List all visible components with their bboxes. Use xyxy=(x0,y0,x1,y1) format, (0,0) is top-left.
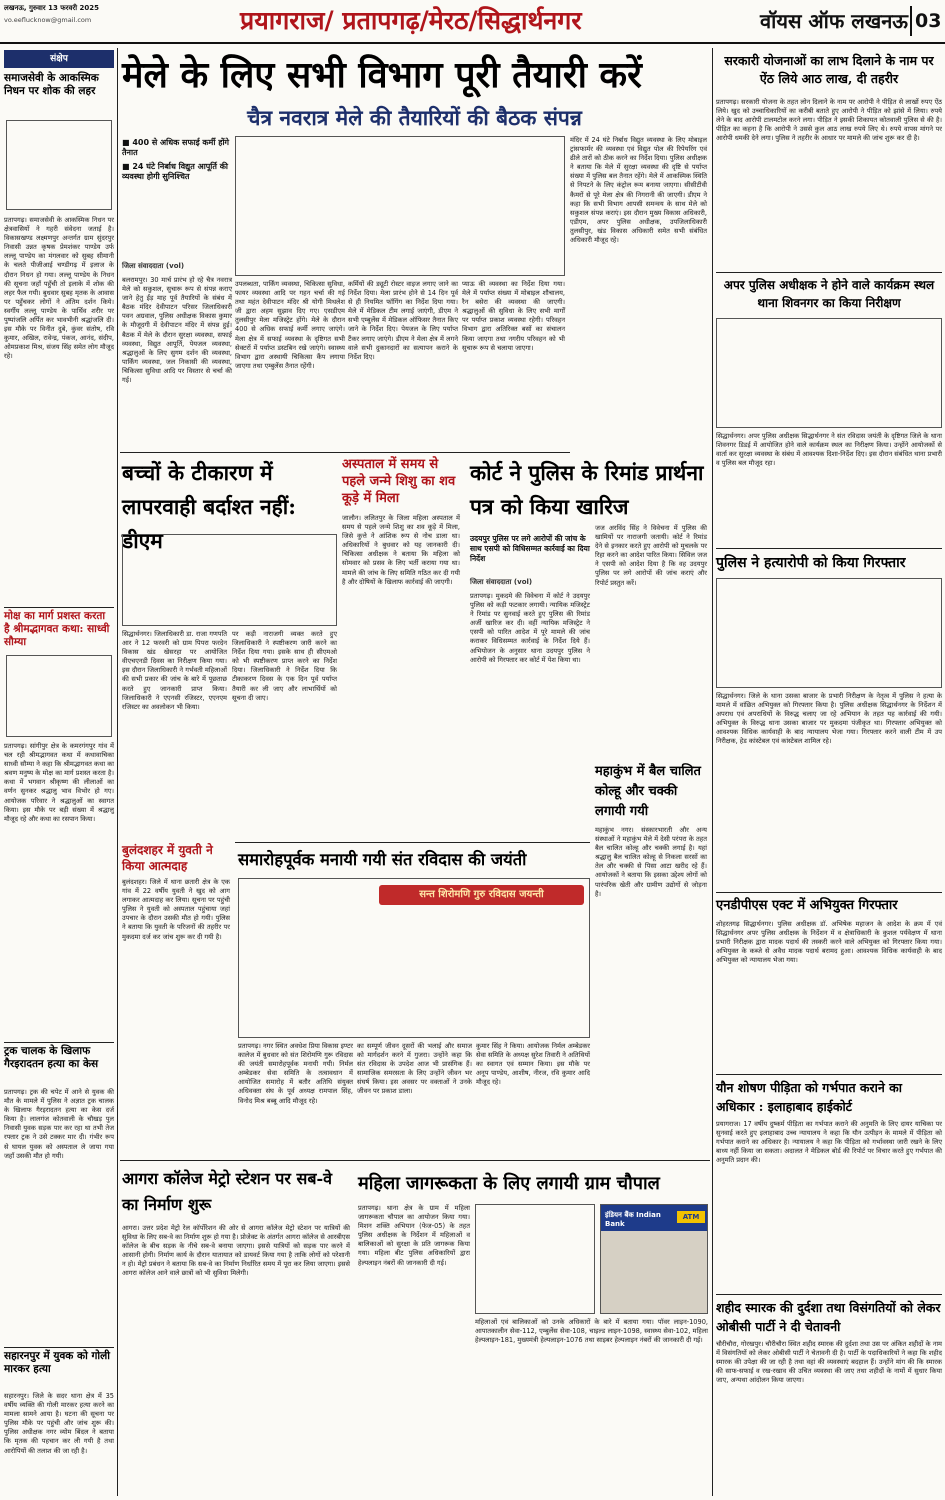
ravidas-photo xyxy=(238,878,590,1038)
bulandshahr-headline: बुलंदशहर में युवती ने किया आत्मदाह xyxy=(122,843,213,873)
email: vo.eeflucknow@gmail.com xyxy=(4,16,92,24)
divider xyxy=(716,272,942,273)
ravidas-col2: का सम्पूर्ण जीवन दूसरों की भलाई और समाज को मार्गदर्शन करने में गुजरा। उन्होंने कहा कि संत रविदास के उपदेश आज भी प्रासंगिक हैं। सामाजिक समरसता के लिए उन्होंने जीवन भर संघर्ष किया। इस अवसर पर वक्ताओं ने उनके जीवन पर प्रकाश डाला। xyxy=(357,1042,472,1096)
meeting-photo xyxy=(235,136,565,276)
page-number: 03 xyxy=(910,6,944,36)
masthead xyxy=(0,0,945,44)
bank-photo xyxy=(600,1204,708,1314)
right3-headline: पुलिस ने हत्यारोपी को किया गिरफ्तार xyxy=(716,555,906,571)
divider xyxy=(120,452,570,453)
court-headline: कोर्ट ने पुलिस के रिमांड प्रार्थना पत्र को किया खारिज xyxy=(470,460,704,519)
sidebar-story2-title: मोक्ष का मार्ग प्रशस्त करता है श्रीमद्भागवत कथा: साध्वी सौम्या xyxy=(4,610,110,648)
divider xyxy=(716,1294,942,1295)
lead-col1: बलरामपुर। 30 मार्च प्रारंभ हो रहे चैत्र नवरात्र मेले को सकुशल, सुचारू रूप से संपन्न कराए जाने हेतु ईंड़ माह पूर्व तैयारियों के संबंध में बैठक मंदिर देवीपाटन परिसर जिलाधिकारी पवन अग्रवाल, पुलिस अधीक्षक विकास कुमार के मौजूदगी में देवीपाटन मंदिर में संपन्न हुई। बैठक में मेले के दौरान सुरक्षा व्यवस्था, सफाई व्यवस्था, विद्युत आपूर्ति, पेयजल व्यवस्था, श्रद्धालुओं के लिए सुगम दर्शन की व्यवस्था, पार्किंग व्यवस्था, जल निकासी की व्यवस्था, चिकित्सा सुविधा आदि पर विस्तार से चर्चा की गई। xyxy=(122,276,232,385)
bullet-1: ■ 400 से अधिक सफाई कर्मी होंगे तैनात xyxy=(122,138,230,157)
divider xyxy=(716,548,942,549)
tika-col2: पर कड़ी नाराजगी व्यक्त करते हुए जिलाधिकारी ने स्पष्टीकरण जारी करने का निर्देश दिया गया। इसके साथ ही सीएमओ को भी स्पष्टीकरण प्राप्त करने का निर्देश दिया। जिलाधिकारी ने निर्देश दिया कि टीकाकरण दिवस के एक दिन पूर्व पर्याप्त तैयारी कर ली जाए और लाभार्थियों को सूचना दी जाए। xyxy=(232,630,337,702)
arrest-photo xyxy=(716,578,942,688)
right1-headline: सरकारी योजनाओं का लाभ दिलाने के नाम पर ऐंठ लिये आठ लाख, दी तहरीर xyxy=(724,53,934,86)
right2-headline: अपर पुलिस अधीक्षक ने होने वाले कार्यक्रम स्थल थाना शिवनगर का किया निरीक्षण xyxy=(723,278,935,310)
chaupal-col2: महिलाओं एवं बालिकाओं को उनके अधिकारों के बारे में बताया गया। पॉवर लाइन-1090, आपातकालीन सेवा-112, एम्बुलेंस सेवा-108, चाइल्ड लाइन-1098, स्वास्थ्य सेवा-102, महिला हेल्पलाइन-181, मुख्यमंत्री हेल्पलाइन-1076 तथा साइबर हेल्पलाइन नंबरों की जानकारी दी गई। xyxy=(475,1318,708,1345)
ravidas-col3: कुमार सिंह ने किया। आयोजक निर्मल अम्बेडकर सेवा समिति के अध्यक्ष सुरेश तिवारी ने अतिथियों का स्वागत एवं सम्मान किया। इस मौके पर अनूप पाण्डेय, आशीष, नीरज, रवि कुमार आदि मौजूद रहे। xyxy=(476,1042,590,1087)
lead-col4: प्याऊ की व्यवस्था का निर्देश दिया गया। मेले में पर्याप्त संख्या में मोबाइल शौचालय, रैन बसेरा की व्यवस्था की जाएगी। श्रद्धालुओं की सुविधा के लिए सभी मार्गों पर पर्याप्त प्रकाश व्यवस्था रहेगी। परिवहन विभाग द्वारा अतिरिक्त बसों का संचालन किया जाएगा तथा नगरीय परिवहन को भी सुचारू रूप से चलाया जाएगा। xyxy=(462,280,565,352)
bullet-1-text: 400 से अधिक सफाई कर्मी होंगे तैनात xyxy=(122,138,230,157)
sidebar xyxy=(4,50,114,1495)
court-col1: प्रतापगढ़। मुकदमे की विवेचना में कोर्ट ने उदयपुर पुलिस को कड़ी फटकार लगायी। न्यायिक मजिस्ट्रेट ने रिमांड पर सुनवाई करते हुए पुलिस की रिमांड अर्जी खारिज कर दी। वहीं न्यायिक मजिस्ट्रेट ने एसपी को पारित आदेश में पूरे मामले की जांच कराकर विधिसम्मत कार्रवाई के निर्देश दिये हैं। अभियोजन के अनुसार थाना उदयपुर पुलिस ने आरोपी को गिरफ्तार कर कोर्ट में पेश किया था। xyxy=(470,592,590,664)
bulandshahr-body: बुलंदशहर। जिले में थाना छतारी क्षेत्र के एक गांव में 22 वर्षीय युवती ने खुद को आग लगाकर आत्मदाह कर लिया। सूचना पर पहुंची पुलिस ने युवती को अस्पताल पहुंचाया जहां उपचार के दौरान उसकी मौत हो गयी। पुलिस ने बताया कि युवती के परिजनों की तहरीर पर मुकदमा दर्ज कर जांच शुरू कर दी गयी है। xyxy=(122,878,230,941)
column-rule xyxy=(117,48,118,1496)
right1-body: प्रतापगढ़। सरकारी योजना के तहत लोन दिलाने के नाम पर आरोपी ने पीड़ित से लाखों रुपए ऐंठ लिये। खुद को उच्चाधिकारियों का करीबी बताते हुए आरोपी ने पीड़ित को झांसे में लिया। रुपये लेने के बाद आरोपी टालमटोल करने लगा। पीड़ित ने इसकी शिकायत कोतवाली पुलिस से की है। पीड़ित का कहना है कि आरोपी ने उससे कुल आठ लाख रुपये लिए थे। रुपये वापस मांगने पर आरोपी धमकी देने लगा। पुलिस ने तहरीर के आधार पर मामले की जांच शुरू कर दी है। xyxy=(716,98,942,143)
chaupal-col1: प्रतापगढ़। थाना क्षेत्र के ग्राम में महिला जागरूकता चौपाल का आयोजन किया गया। मिशन शक्ति अभियान (फेज-05) के तहत पुलिस अधीक्षक के निर्देशन में महिलाओं व बालिकाओं को सुरक्षा के प्रति जागरूक किया गया। महिला बीट पुलिस अधिकारियों द्वारा हेल्पलाइन नंबरों की जानकारी दी गई। xyxy=(358,1204,470,1267)
shishu-headline: अस्पताल में समय से पहले जन्मे शिशु का शव कूड़े में मिला xyxy=(342,457,456,506)
right6-body: चौरीचौरा, गोरखपुर। चौरीचौरा स्थित शहीद स्मारक की दुर्दशा तथा उस पर अंकित शहीदों के नाम में विसंगतियों को लेकर ओबीसी पार्टी ने चेतावनी दी है। पार्टी के पदाधिकारियों ने कहा कि शहीद स्मारक की उपेक्षा की जा रही है तथा वहां की व्यवस्थाएं बदहाल हैं। उन्होंने मांग की कि स्मारक की साफ-सफाई व रख-रखाव की उचित व्यवस्था की जाए तथा शहीदों के नामों में सुधार किया जाए, अन्यथा आंदोलन किया जाएगा। xyxy=(716,1340,942,1385)
lead-headline: मेले के लिए सभी विभाग पूरी तैयारी करें xyxy=(122,54,642,96)
sidebar-label: संक्षेप xyxy=(4,50,114,68)
sidebar-story3-body: प्रतापगढ़। ट्रक की चपेट में आने से युवक की मौत के मामले में पुलिस ने अज्ञात ट्रक चालक के खिलाफ गैरइरादतन हत्या का केस दर्ज किया है। लालगंज कोतवाली के चौखड़ पुल निवासी युवक सड़क पार कर रहा था तभी तेज रफ्तार ट्रक ने उसे टक्कर मार दी। गंभीर रूप से घायल युवक को अस्पताल ले जाया गया जहाँ उसकी मौत हो गयी। xyxy=(4,1088,114,1160)
vaccination-photo xyxy=(122,534,337,626)
sadhvi-photo xyxy=(6,655,112,737)
metro-headline: आगरा कॉलेज मेट्रो स्टेशन पर सब-वे का निर्माण शुरू xyxy=(122,1169,332,1214)
lead-col5: मंदिर में 24 घंटे निर्बाध विद्युत व्यवस्था के लिए मोबाइल ट्रांसफार्मर की व्यवस्था एवं विद्युत पोल की रिपेयरिंग एवं ढीले तारों को ठीक करने का निर्देश दिया। पुलिस अधीक्षक ने बताया कि मेले में सुरक्षा व्यवस्था की दृष्टि से पर्याप्त संख्या में पुलिस बल तैनात रहेंगे। मेले में आकस्मिक स्थिति से निपटने के लिए कंट्रोल रूम बनाया जाएगा। सीसीटीवी कैमरों से पूरे मेला क्षेत्र की निगरानी की जाएगी। डीएम ने कहा कि सभी विभाग आपसी समन्वय के साथ मेले को सकुशल संपन्न कराएं। इस दौरान मुख्य विकास अधिकारी, एडीएम, अपर पुलिस अधीक्षक, उपजिलाधिकारी तुलसीपुर, खंड विकास अधिकारी समेत सभी संबंधित अधिकारी मौजूद रहे। xyxy=(570,136,707,245)
lead-col2: उपलब्धता, पार्किंग व्यवस्था, चिकित्सा सुविधा, फायर व्यवस्था आदि पर गहन चर्चा की गई तथा महंत देवीपाटन मंदिर श्री योगी मिथलेश जी द्वारा अहम सुझाव दिए गए। एसडीएम तुलसीपुर मेला मजिस्ट्रेट होंगे। मेले के दौरान 400 से अधिक सफाई कर्मी लगाए जाएंगे। मेला क्षेत्र में सफाई व्यवस्था के दृष्टिगत सभी सेक्टरों में पर्याप्त डस्टबिन रखे जाएंगे। स्वास्थ्य विभाग द्वारा अस्थायी चिकित्सा कैंप लगाया जाएगा तथा एम्बुलेंस तैनात रहेंगी। xyxy=(235,280,345,370)
kumbh-body: महाकुंभ नगर। संस्कारभारती और अन्य संस्थाओं ने महाकुंभ मेले में देसी परंपरा के तहत बैल चालित कोल्हू और चक्की लगाई है। यहां श्रद्धालु बैल चालित कोल्हू से निकला सरसों का तेल और चक्की से पिसा आटा खरीद रहे हैं। आयोजकों ने बताया कि इसका उद्देश्य लोगों को पारंपरिक खेती और ग्रामीण उद्योगों से जोड़ना है। xyxy=(595,826,707,898)
ravidas-banner: सन्त शिरोमणि गुरु रविदास जयन्ती xyxy=(379,885,584,905)
cities-title: प्रयागराज/ प्रतापगढ़/मेरठ/सिद्धार्थनगर xyxy=(240,6,582,35)
divider xyxy=(716,892,942,893)
divider xyxy=(4,607,114,608)
court-subhead: उदयपुर पुलिस पर लगे आरोपों की जांच के साथ एसपी को विधिसम्मत कार्रवाई का दिया निर्देश xyxy=(470,534,590,563)
court-byline: जिला संवाददाता (vol) xyxy=(470,578,533,586)
chaupal-photo xyxy=(475,1204,595,1314)
right5-body: प्रयागराज। 17 वर्षीय दुष्कर्म पीड़िता का गर्भपात कराने की अनुमति के लिए दायर याचिका पर सुनवाई करते हुए इलाहाबाद उच्च न्यायालय ने कहा कि यौन उत्पीड़न के मामले में पीड़िता को गर्भपात कराने का अधिकार है। न्यायालय ने कहा कि पीड़िता को गर्भावस्था जारी रखने के लिए बाध्य नहीं किया जा सकता। अदालत ने मेडिकल बोर्ड की रिपोर्ट पर विचार करते हुए गर्भपात की अनुमति प्रदान की। xyxy=(716,1120,942,1165)
metro-body: आगरा। उत्तर प्रदेश मेट्रो रेल कॉर्पोरेशन की ओर से आगरा कॉलेज मेट्रो स्टेशन पर यात्रियों की सुविधा के लिए सब-वे का निर्माण शुरू हो गया है। प्रोजेक्ट के अंतर्गत आगरा कॉलेज से आरबीएस कॉलेज के बीच सड़क के नीचे सब-वे बनाया जाएगा। इससे यात्रियों को सड़क पार करने में आसानी होगी। निर्माण कार्य के दौरान यातायात को डायवर्ट किया गया है ताकि लोगों को परेशानी न हो। मेट्रो प्रबंधन ने बताया कि सब-वे का निर्माण निर्धारित समय में पूरा कर लिया जाएगा। इससे आगरा कॉलेज आने वाले छात्रों को भी सुविधा मिलेगी। xyxy=(122,1224,350,1278)
sidebar-story4-body: सहारनपुर। जिले के सदर थाना क्षेत्र में 35 वर्षीय व्यक्ति की गोली मारकर हत्या करने का मामला सामने आया है। घटना की सूचना पर पुलिस मौके पर पहुंची और जांच शुरू की। पुलिस अधीक्षक नगर व्योम बिंदल ने बताया कि मृतक की पहचान कर ली गयी है तथा आरोपियों की तलाश की जा रही है। xyxy=(4,1392,114,1455)
sidebar-story1-body: प्रतापगढ़। समाजसेवी के आकस्मिक निधन पर क्षेत्रवासियों ने गहरी संवेदना जताई है। विकासखण्ड लक्ष्मणपुर अन्तर्गत ग्राम सुंदरपुर निवासी उन्नत कृषक प्रेमशंकर पाण्डेय उर्फ लल्लू पाण्डेय का मंगलवार को सुबह सीमानी के चलते पीजीआई चण्डीगढ़ में इलाज के दौरान निधन हो गया। लल्लू पाण्डेय के निधन की सूचना जहाँ पहुँची तो इलाके में शोक की लहर फैल गयी। बुधवार सुबह मृतक के आवास पर पहुँचकर लोगों ने अंतिम दर्शन किये। स्वर्गीय लल्लू पाण्डेय के पार्थिव शरीर पर पुष्पांजलि अर्पित कर भावभीनी श्रद्धांजलि दी। इस मौके पर विनीत दुबे, कुंवर संतोष, रवि कुमार, अखिल, रावेन्द्र, पंकज, आनंद, संदीप, ओमप्रकाश मिश्र, संजय सिंह समेत लोग मौजूद रहे। xyxy=(4,216,114,361)
right3-body: सिद्धार्थनगर। जिले के थाना उसका बाजार के प्रभारी निरीक्षण के नेतृत्व में पुलिस ने हत्या के मामले में वांछित अभियुक्त को गिरफ्तार किया है। पुलिस अधीक्षक सिद्धार्थनगर के निर्देशन में अपराध एवं अपराधियों के विरुद्ध चलाए जा रहे अभियान के तहत यह कार्रवाई की गयी। अभियुक्त के विरुद्ध थाना उसका बाजार पर मुकदमा पंजीकृत था। गिरफ्तार अभियुक्त को आवश्यक विधिक कार्यवाही के बाद न्यायालय भेजा गया। गिरफ्तार करने वाली टीम में उप निरीक्षक, हेड कांस्टेबल एवं कांस्टेबल शामिल रहे। xyxy=(716,692,942,746)
tika-headline: बच्चों के टीकारण में लापरवाही बर्दाश्त नहीं: डीएम xyxy=(122,460,296,553)
right4-body: शोहरतगढ़ सिद्धार्थनगर। पुलिस अधीक्षक डॉ. अभिषेक महाजन के आदेश के क्रम में एवं सिद्धार्थनगर अपर पुलिस अधीक्षक के निर्देशन में व क्षेत्राधिकारी के कुशल पर्यवेक्षण में थाना प्रभारी निरीक्षक द्वारा मादक पदार्थ की तस्करी करने वाले अभियुक्त को गिरफ्तार किया गया। अभियुक्त के कब्जे से अवैध मादक पदार्थ बरामद हुआ। आवश्यक विधिक कार्यवाही के बाद अभियुक्त को न्यायालय भेजा गया। xyxy=(716,920,942,965)
bank-sign: इंडियन बैंक Indian Bank xyxy=(605,1211,661,1228)
column-rule xyxy=(712,48,713,1496)
divider xyxy=(4,1042,114,1043)
right5-headline: यौन शोषण पीड़िता को गर्भपात कराने का अधिकार : इलाहाबाद हाईकोर्ट xyxy=(716,1080,903,1114)
shishu-body: जालौन। ललितपुर के जिला महिला अस्पताल में समय से पहले जन्मे शिशु का शव कूड़े में मिला, जिसे कुत्ते ने आंशिक रूप से नोच डाला था। अधिकारियों ने बुधवार को यह जानकारी दी। चिकित्सा अधीक्षक ने बताया कि महिला को सोमवार को प्रसव के लिए भर्ती कराया गया था। मामले की जांच के लिए समिति गठित कर दी गयी है और दोषियों के खिलाफ कार्रवाई की जाएगी। xyxy=(342,514,460,586)
tika-col1: सिद्धार्थनगर। जिलाधिकारी डा. राजा गणपति आर ने 12 फरवरी को ग्राम पिपरा फरदेन विकास खंड खेसरहा पर आयोजित वीएचएनडी दिवस का निरीक्षण किया गया। इस दौरान जिलाधिकारी ने गर्भवती महिलाओं की सभी प्रकार की जांच के बारे में पूछताछ करते हुए जानकारी प्राप्त किया। जिलाधिकारी ने एएनसी रजिस्टर, एएनएम रजिस्टर का अवलोकन भी किया। xyxy=(122,630,227,711)
court-col2: जज अरविंद सिंह ने विवेचना में पुलिस की खामियों पर नाराजगी जतायी। कोर्ट ने रिमांड देने से इनकार करते हुए आरोपी को मुचलके पर रिहा करने का आदेश पारित किया। सिविल जज ने एसपी को आदेश दिया है कि वह उदयपुर पुलिस पर लगे आरोपों की जांच कराएं और रिपोर्ट प्रस्तुत करें। xyxy=(595,524,707,587)
lead-col3: कर्मियों की ड्यूटी रोस्टर वाइज लगाए जाने का निर्देश दिया। मेला प्रारंभ होने से 14 दिन पूर्व से ही नियमित फॉगिंग का निर्देश दिया गया। मेले में मेडिकल टीम लगाई जाएंगी, डीएम ने सभी एम्बुलेंस में मेडिकल ऑफिसर तैनात किए जाने के निर्देश दिए। पेयजल के लिए पर्याप्त टैंकर लगाए जाएंगे। डीएम ने मेला क्षेत्र में लगने वाले सभी दुकानदारों का सत्यापन कराने के निर्देश दिए। xyxy=(348,280,458,361)
ravidas-col1: प्रतापगढ़। नगर स्थित अवधेश प्रिया विकास इण्टर कालेज में बुधवार को संत शिरोमणि गुरू रविदास की जयंती समारोहपूर्वक मनायी गयी। निर्मल अम्बेडकर सेवा समिति के तत्वावधान में आयोजित समारोह में बतौर अतिथि संयुक्त अधिवक्ता संघ के पूर्व अध्यक्ष रामपाल सिंह, विनोद मिश्र बब्बू आदि मौजूद रहे। xyxy=(238,1042,353,1105)
brand: वॉयस ऑफ लखनऊ xyxy=(760,9,908,33)
sidebar-story2-body: प्रतापगढ़। सांगीपुर क्षेत्र के कमरगंगपुर गांव में चल रही श्रीमद्भागवत कथा में कथावाचिका साध्वी सौम्या ने कहा कि श्रीमद्भागवत कथा का श्रवण मनुष्य के मोक्ष का मार्ग प्रशस्त करता है। कथा में भगवान श्रीकृष्ण की लीलाओं का वर्णन सुनकर श्रद्धालु भाव विभोर हो गए। आयोजक परिवार ने श्रद्धालुओं का स्वागत किया। इस मौके पर बड़ी संख्या में श्रद्धालु मौजूद रहे और कथा का रसपान किया। xyxy=(4,742,114,823)
inspection-photo xyxy=(716,318,942,428)
ravidas-headline: समारोहपूर्वक मनायी गयी संत रविदास की जयंती xyxy=(238,850,527,869)
sidebar-story1-title: समाजसेवी के आकस्मिक निधन पर शोक की लहर xyxy=(4,72,99,97)
divider xyxy=(235,842,590,843)
dateline: लखनऊ, गुरुवार 13 फरवरी 2025 xyxy=(4,4,100,12)
right4-headline: एनडीपीएस एक्ट में अभियुक्त गिरफ्तार xyxy=(716,898,898,913)
kumbh-headline: महाकुंभ में बैल चालित कोल्हू और चक्की लगायी गयी xyxy=(595,764,701,819)
lead-subhead: चैत्र नवरात्र मेले की तैयारियों की बैठक संपन्न xyxy=(247,105,582,130)
lead-bullets xyxy=(122,138,232,196)
right2-body: सिद्धार्थनगर। अपर पुलिस अधीक्षक सिद्धार्थनगर ने संत रविदास जयंती के दृष्टिगत जिले के थाना शिवनगर डिडई में आयोजित होने वाले कार्यक्रम स्थल का निरीक्षण किया। उन्होंने आयोजकों से वार्ता कर सुरक्षा व्यवस्था के संबंध में आवश्यक दिशा-निर्देश दिए। इस दौरान संबंधित थाना प्रभारी व पुलिस बल मौजूद रहा। xyxy=(716,432,942,468)
portrait-photo xyxy=(6,120,112,210)
lead-byline: जिला संवाददाता (vol) xyxy=(122,262,185,270)
divider xyxy=(716,1074,942,1075)
chaupal-headline: महिला जागरूकता के लिए लगायी ग्राम चौपाल xyxy=(358,1173,660,1194)
sidebar-story3-title: ट्रक चालक के खिलाफ गैरइरादतन हत्या का केस xyxy=(4,1045,99,1070)
sidebar-story4-title: सहारनपुर में युवक को गोली मारकर हत्या xyxy=(4,1350,110,1375)
atm-sign: ATM xyxy=(677,1211,705,1223)
bullet-2: ■ 24 घंटे निर्बाध विद्युत आपूर्ति की व्यवस्था होगी सुनिश्चित xyxy=(122,162,228,181)
bullet-2-text: 24 घंटे निर्बाध विद्युत आपूर्ति की व्यवस्था होगी सुनिश्चित xyxy=(122,162,228,181)
right6-headline: शहीद स्मारक की दुर्दशा तथा विसंगतियों को लेकर ओबीसी पार्टी ने दी चेतावनी xyxy=(716,1300,941,1334)
divider xyxy=(120,1160,710,1161)
divider xyxy=(4,1347,114,1348)
